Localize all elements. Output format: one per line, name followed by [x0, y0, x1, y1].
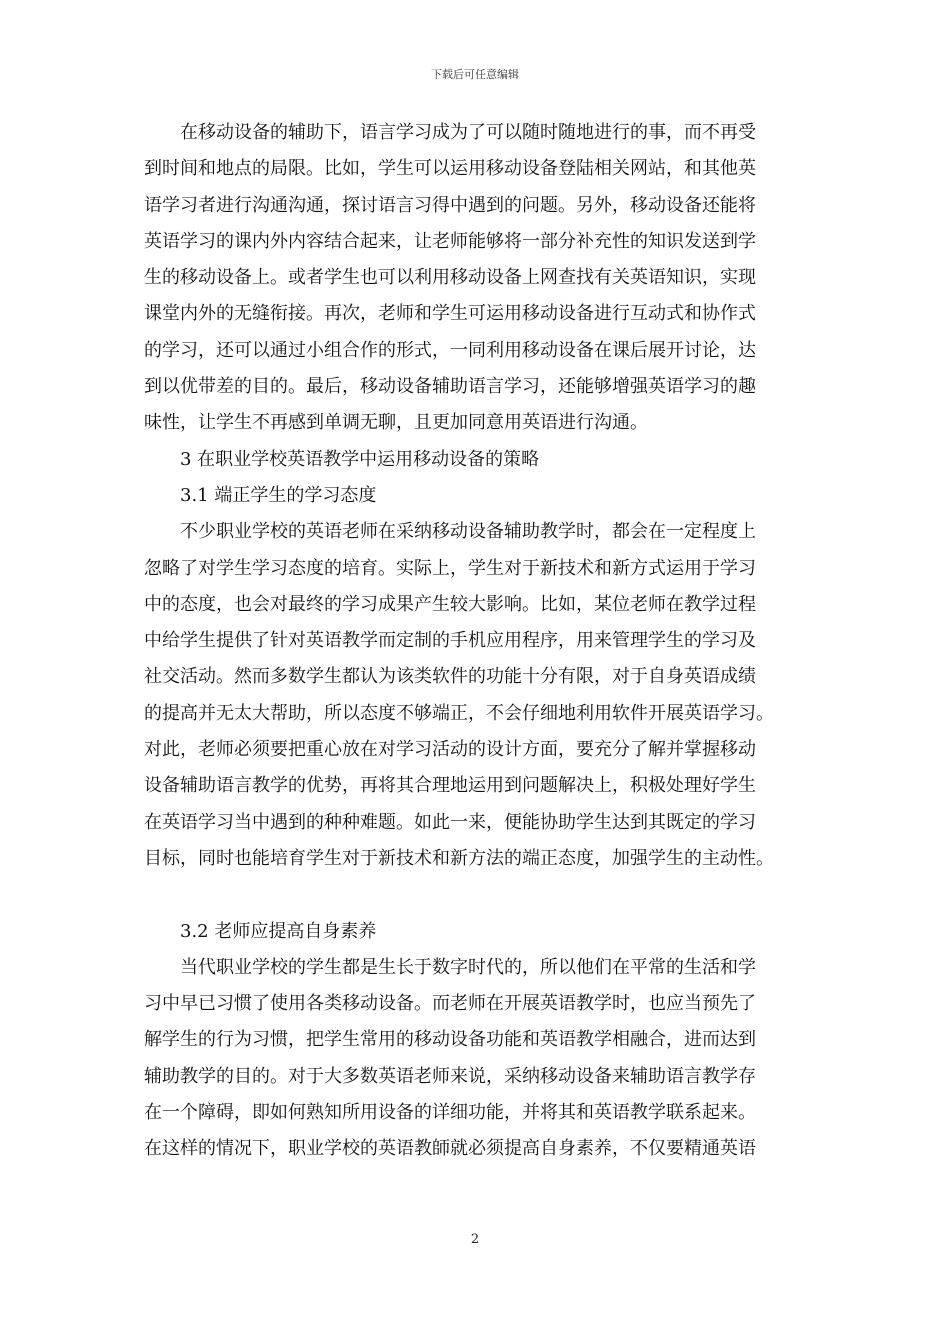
paragraph-line: 在这样的情况下，职业学校的英语教師就必须提高自身素养，不仅要精通英语 — [144, 1138, 756, 1160]
paragraph-line: 习中早已习惯了使用各类移动设备。而老师在开展英语教学时，也应当预先了 — [144, 993, 756, 1015]
document-body — [144, 115, 814, 1168]
subsection-heading: 3.1 端正学生的学习态度 — [180, 484, 377, 506]
paragraph-line: 到以优带差的目的。最后，移动设备辅助语言学习，还能够增强英语学习的趣 — [144, 376, 756, 398]
paragraph-line: 不少职业学校的英语老师在采纳移动设备辅助教学时，都会在一定程度上 — [180, 521, 756, 543]
paragraph-line: 在一个障碍，即如何熟知所用设备的详细功能，并将其和英语教学联系起来。 — [144, 1102, 756, 1124]
paragraph-line: 中的态度，也会对最终的学习成果产生较大影响。比如，某位老师在教学过程 — [144, 593, 756, 615]
paragraph-line: 解学生的行为习惯，把学生常用的移动设备功能和英语教学相融合，进而达到 — [144, 1029, 756, 1051]
paragraph-line: 语学习者进行沟通沟通，探讨语言习得中遇到的问题。另外，移动设备还能将 — [144, 194, 756, 216]
paragraph-line: 味性，让学生不再感到单调无聊，且更加同意用英语进行沟通。 — [144, 412, 648, 434]
paragraph-line: 生的移动设备上。或者学生也可以利用移动设备上网查找有关英语知识，实现 — [144, 267, 756, 289]
paragraph-line: 在移动设备的辅助下，语言学习成为了可以随时随地进行的事，而不再受 — [180, 122, 756, 143]
paragraph-line: 课堂内外的无缝衔接。再次，老师和学生可运用移动设备进行互动式和协作式 — [144, 303, 756, 325]
paragraph-line: 的学习，还可以通过小组合作的形式，一同利用移动设备在课后展开讨论，达 — [144, 339, 756, 361]
paragraph-line: 忽略了对学生学习态度的培育。实际上，学生对于新技术和新方式运用于学习 — [144, 557, 756, 579]
paragraph-line: 的提高并无太大帮助，所以态度不够端正，不会仔细地利用软件开展英语学习。 — [144, 702, 774, 724]
paragraph-line: 设备辅助语言教学的优势，再将其合理地运用到问题解决上，积极处理好学生 — [144, 775, 756, 797]
paragraph-line: 到时间和地点的局限。比如，学生可以运用移动设备登陆相关网站，和其他英 — [144, 158, 756, 180]
paragraph-line: 目标，同时也能培育学生对于新技术和新方法的端正态度，加强学生的主动性。 — [144, 847, 774, 869]
paragraph-line: 在英语学习当中遇到的种种难题。如此一来，便能协助学生达到其既定的学习 — [144, 811, 756, 833]
blank-line — [144, 877, 814, 913]
paragraph-line: 社交活动。然而多数学生都认为该类软件的功能十分有限，对于自身英语成绩 — [144, 666, 756, 688]
page-number: 2 — [470, 1232, 480, 1247]
paragraph-line: 辅助教学的目的。对于大多数英语老师来说，采纳移动设备来辅助语言教学存 — [144, 1065, 756, 1087]
page-header: 下载后可任意编辑 — [431, 68, 519, 81]
paragraph-line: 对此，老师必须要把重心放在对学习活动的设计方面，要充分了解并掌握移动 — [144, 739, 756, 761]
subsection-heading: 3.2 老师应提高自身素养 — [180, 920, 377, 942]
paragraph-line: 中给学生提供了针对英语教学而定制的手机应用程序，用来管理学生的学习及 — [144, 630, 756, 652]
paragraph-line: 英语学习的课内外内容结合起来，让老师能够将一部分补充性的知识发送到学 — [144, 230, 756, 252]
section-heading: 3 在职业学校英语教学中运用移动设备的策略 — [180, 448, 540, 470]
paragraph-line: 当代职业学校的学生都是生长于数字时代的，所以他们在平常的生活和学 — [180, 956, 756, 978]
